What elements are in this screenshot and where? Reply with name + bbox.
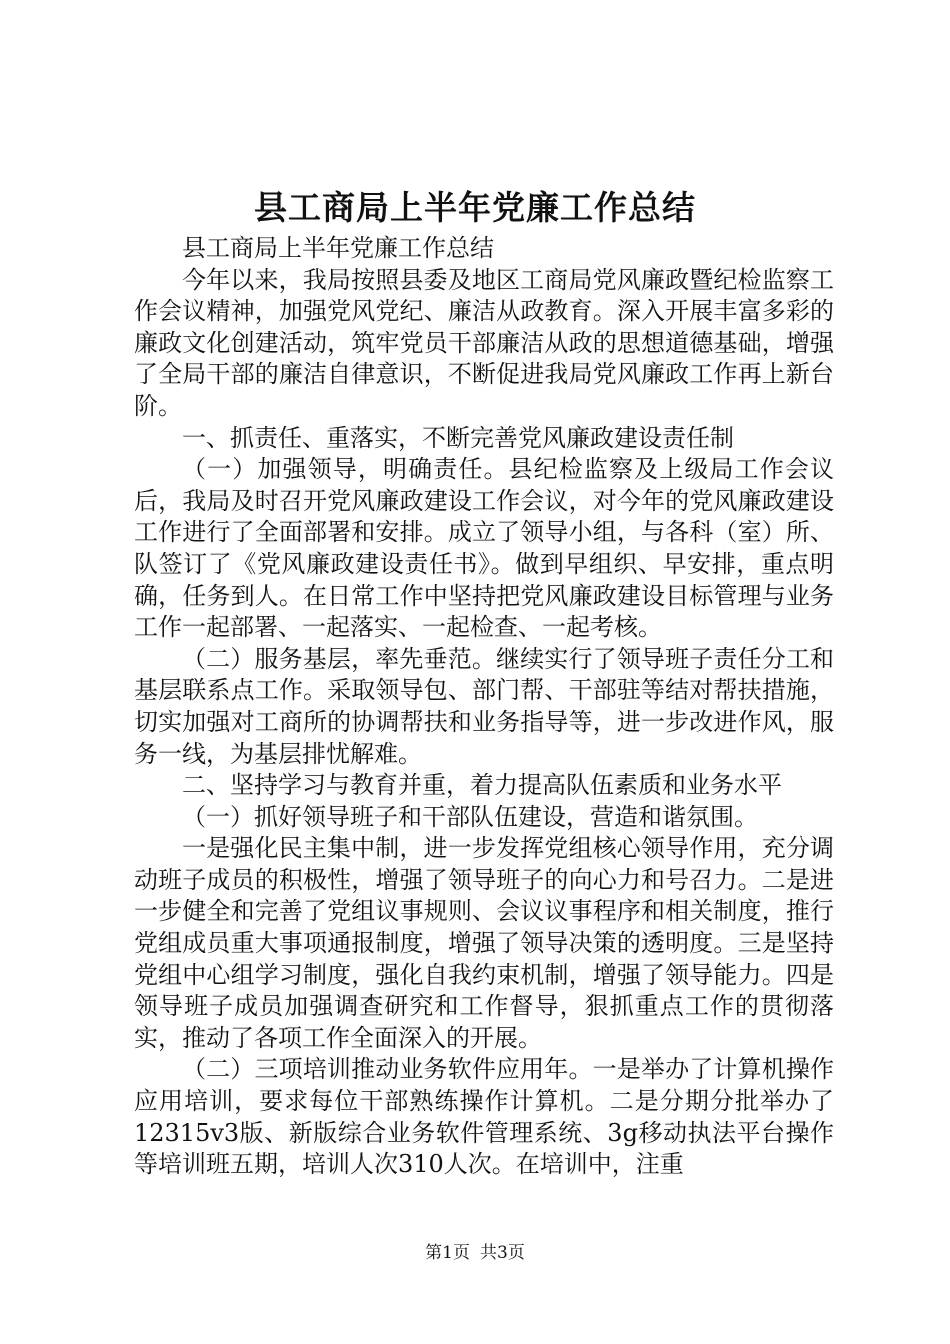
paragraph-1-2: （二）服务基层，率先垂范。继续实行了领导班子责任分工和基层联系点工作。采取领导包、部门帮、干部驻等结对帮扶措施，切实加强对工商所的协调帮扶和业务指导等，进一步改进作风，服务一线，为基层排忧解难。 <box>134 644 834 768</box>
paragraph-2-1-heading: （一）抓好领导班子和干部队伍建设，营造和谐氛围。 <box>182 802 758 831</box>
page-total: 共3页 <box>480 1243 525 1263</box>
paragraph-1-1: （一）加强领导，明确责任。县纪检监察及上级局工作会议后，我局及时召开党风廉政建设工作会议，对今年的党风廉政建设工作进行了全面部署和安排。成立了领导小组，与各科（室）所、队签订了《党风廉政建设责任书》。做到早组织、早安排，重点明确，任务到人。在日常工作中坚持把党风廉政建设目标管理与业务工作一起部署、一起落实、一起检查、一起考核。 <box>134 455 834 642</box>
section-heading-2: 二、坚持学习与教育并重，着力提高队伍素质和业务水平 <box>182 771 782 800</box>
document-title: 县工商局上半年党廉工作总结 <box>254 188 696 227</box>
document-body <box>134 233 834 1181</box>
section-heading-1: 一、抓责任、重落实，不断完善党风廉政建设责任制 <box>182 423 734 452</box>
paragraph-2-1-body: 一是强化民主集中制，进一步发挥党组核心领导作用，充分调动班子成员的积极性，增强了领导班子的向心力和号召力。二是进一步健全和完善了党组议事规则、会议议事程序和相关制度，推行党组成员重大事项通报制度，增强了领导决策的透明度。三是坚持党组中心组学习制度，强化自我约束机制，增强了领导能力。四是领导班子成员加强调查研究和工作督导，狠抓重点工作的贯彻落实，推动了各项工作全面深入的开展。 <box>134 834 834 1052</box>
page-number: 第1页 <box>425 1243 470 1263</box>
paragraph-heading: 县工商局上半年党廉工作总结 <box>182 234 494 262</box>
paragraph-2-2: （二）三项培训推动业务软件应用年。一是举办了计算机操作应用培训，要求每位干部熟练操作计算机。二是分期分批举办了12315v3版、新版综合业务软件管理系统、3g移动执法平台操作等培训班五期，培训人次310人次。在培训中，注重 <box>134 1055 834 1179</box>
paragraph-intro: 今年以来，我局按照县委及地区工商局党风廉政暨纪检监察工作会议精神，加强党风党纪、廉洁从政教育。深入开展丰富多彩的廉政文化创建活动，筑牢党员干部廉洁从政的思想道德基础，增强了全局干部的廉洁自律意识，不断促进我局党风廉政工作再上新台阶。 <box>134 265 834 420</box>
page-footer <box>0 1242 950 1264</box>
